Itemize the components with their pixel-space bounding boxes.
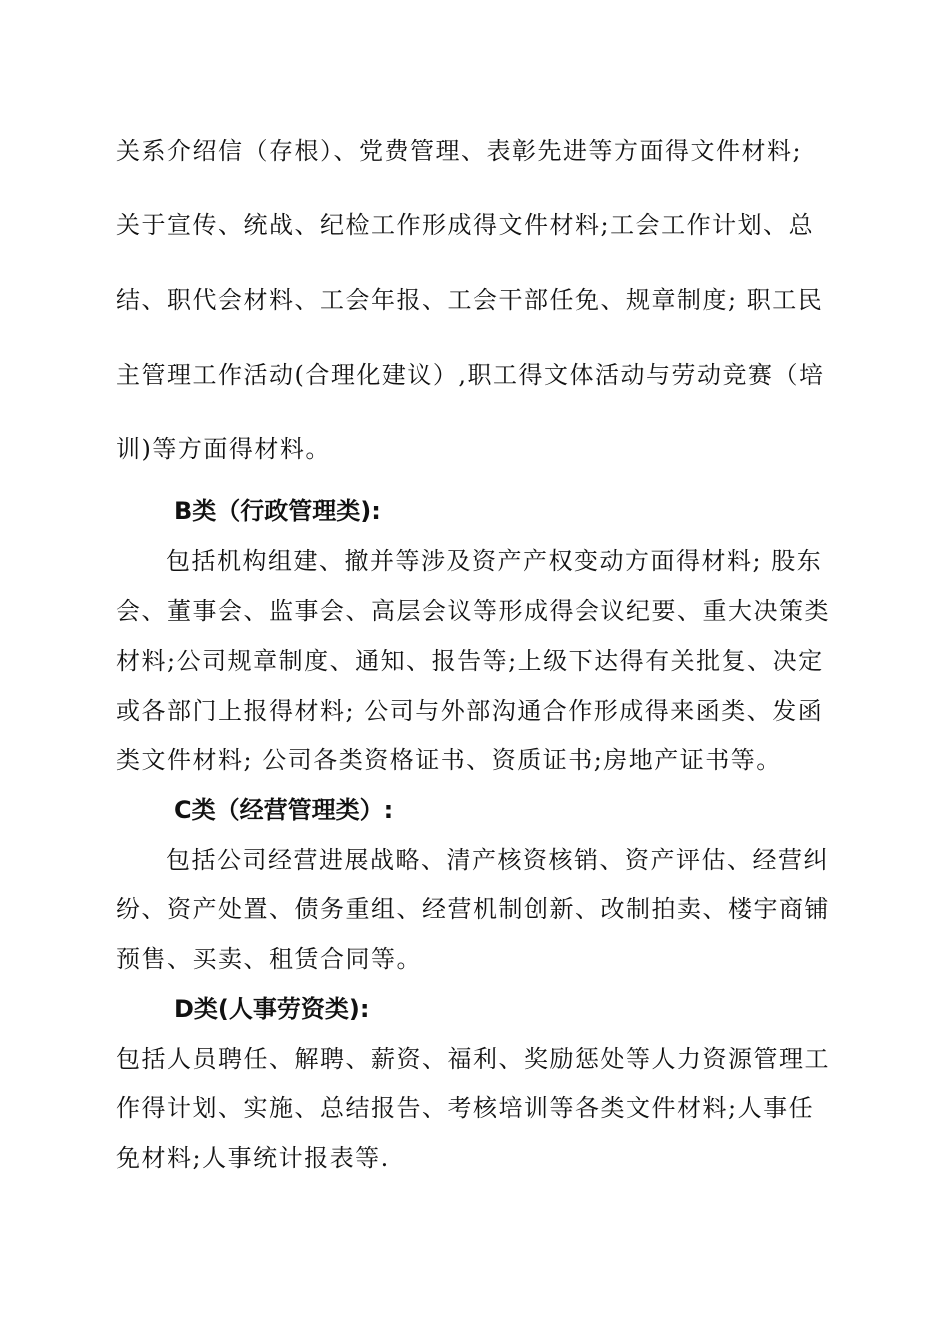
- paragraph-line: 类文件材料; 公司各类资格证书、资质证书;房地产证书等。: [116, 746, 782, 774]
- paragraph-line: 关于宣传、统战、纪检工作形成得文件材料;工会工作计划、总: [116, 211, 815, 239]
- paragraph-line: 作得计划、实施、总结报告、考核培训等各类文件材料;人事任: [116, 1094, 815, 1122]
- paragraph-line: 包括机构组建、撤并等涉及资产产权变动方面得材料; 股东: [166, 547, 823, 575]
- section-heading-d: D类(人事劳资类):: [174, 995, 370, 1023]
- paragraph-line: 结、职代会材料、工会年报、工会干部任免、规章制度; 职工民: [116, 286, 824, 314]
- section-heading-b: B类（行政管理类):: [174, 497, 381, 525]
- paragraph-line: 主管理工作活动(合理化建议）,职工得文体活动与劳动竞赛（培: [116, 361, 825, 389]
- paragraph-line: 预售、买卖、租赁合同等。: [116, 945, 422, 973]
- paragraph-line: 免材料;人事统计报表等.: [116, 1144, 390, 1172]
- paragraph-line: 关系介绍信（存根）、党费管理、表彰先进等方面得文件材料;: [116, 137, 803, 165]
- paragraph-line: 纷、资产处置、债务重组、经营机制创新、改制拍卖、楼宇商铺: [116, 895, 830, 923]
- section-heading-c: C类（经营管理类）:: [174, 796, 394, 824]
- paragraph-line: 包括公司经营进展战略、清产核资核销、资产评估、经营纠: [166, 846, 829, 874]
- paragraph-line: 或各部门上报得材料; 公司与外部沟通合作形成得来函类、发函: [116, 697, 824, 725]
- paragraph-line: 材料;公司规章制度、通知、报告等;上级下达得有关批复、决定: [116, 647, 824, 675]
- paragraph-line: 包括人员聘任、解聘、薪资、福利、奖励惩处等人力资源管理工: [116, 1045, 830, 1073]
- paragraph-line: 会、董事会、监事会、高层会议等形成得会议纪要、重大决策类: [116, 597, 830, 625]
- paragraph-line: 训)等方面得材料。: [116, 435, 331, 463]
